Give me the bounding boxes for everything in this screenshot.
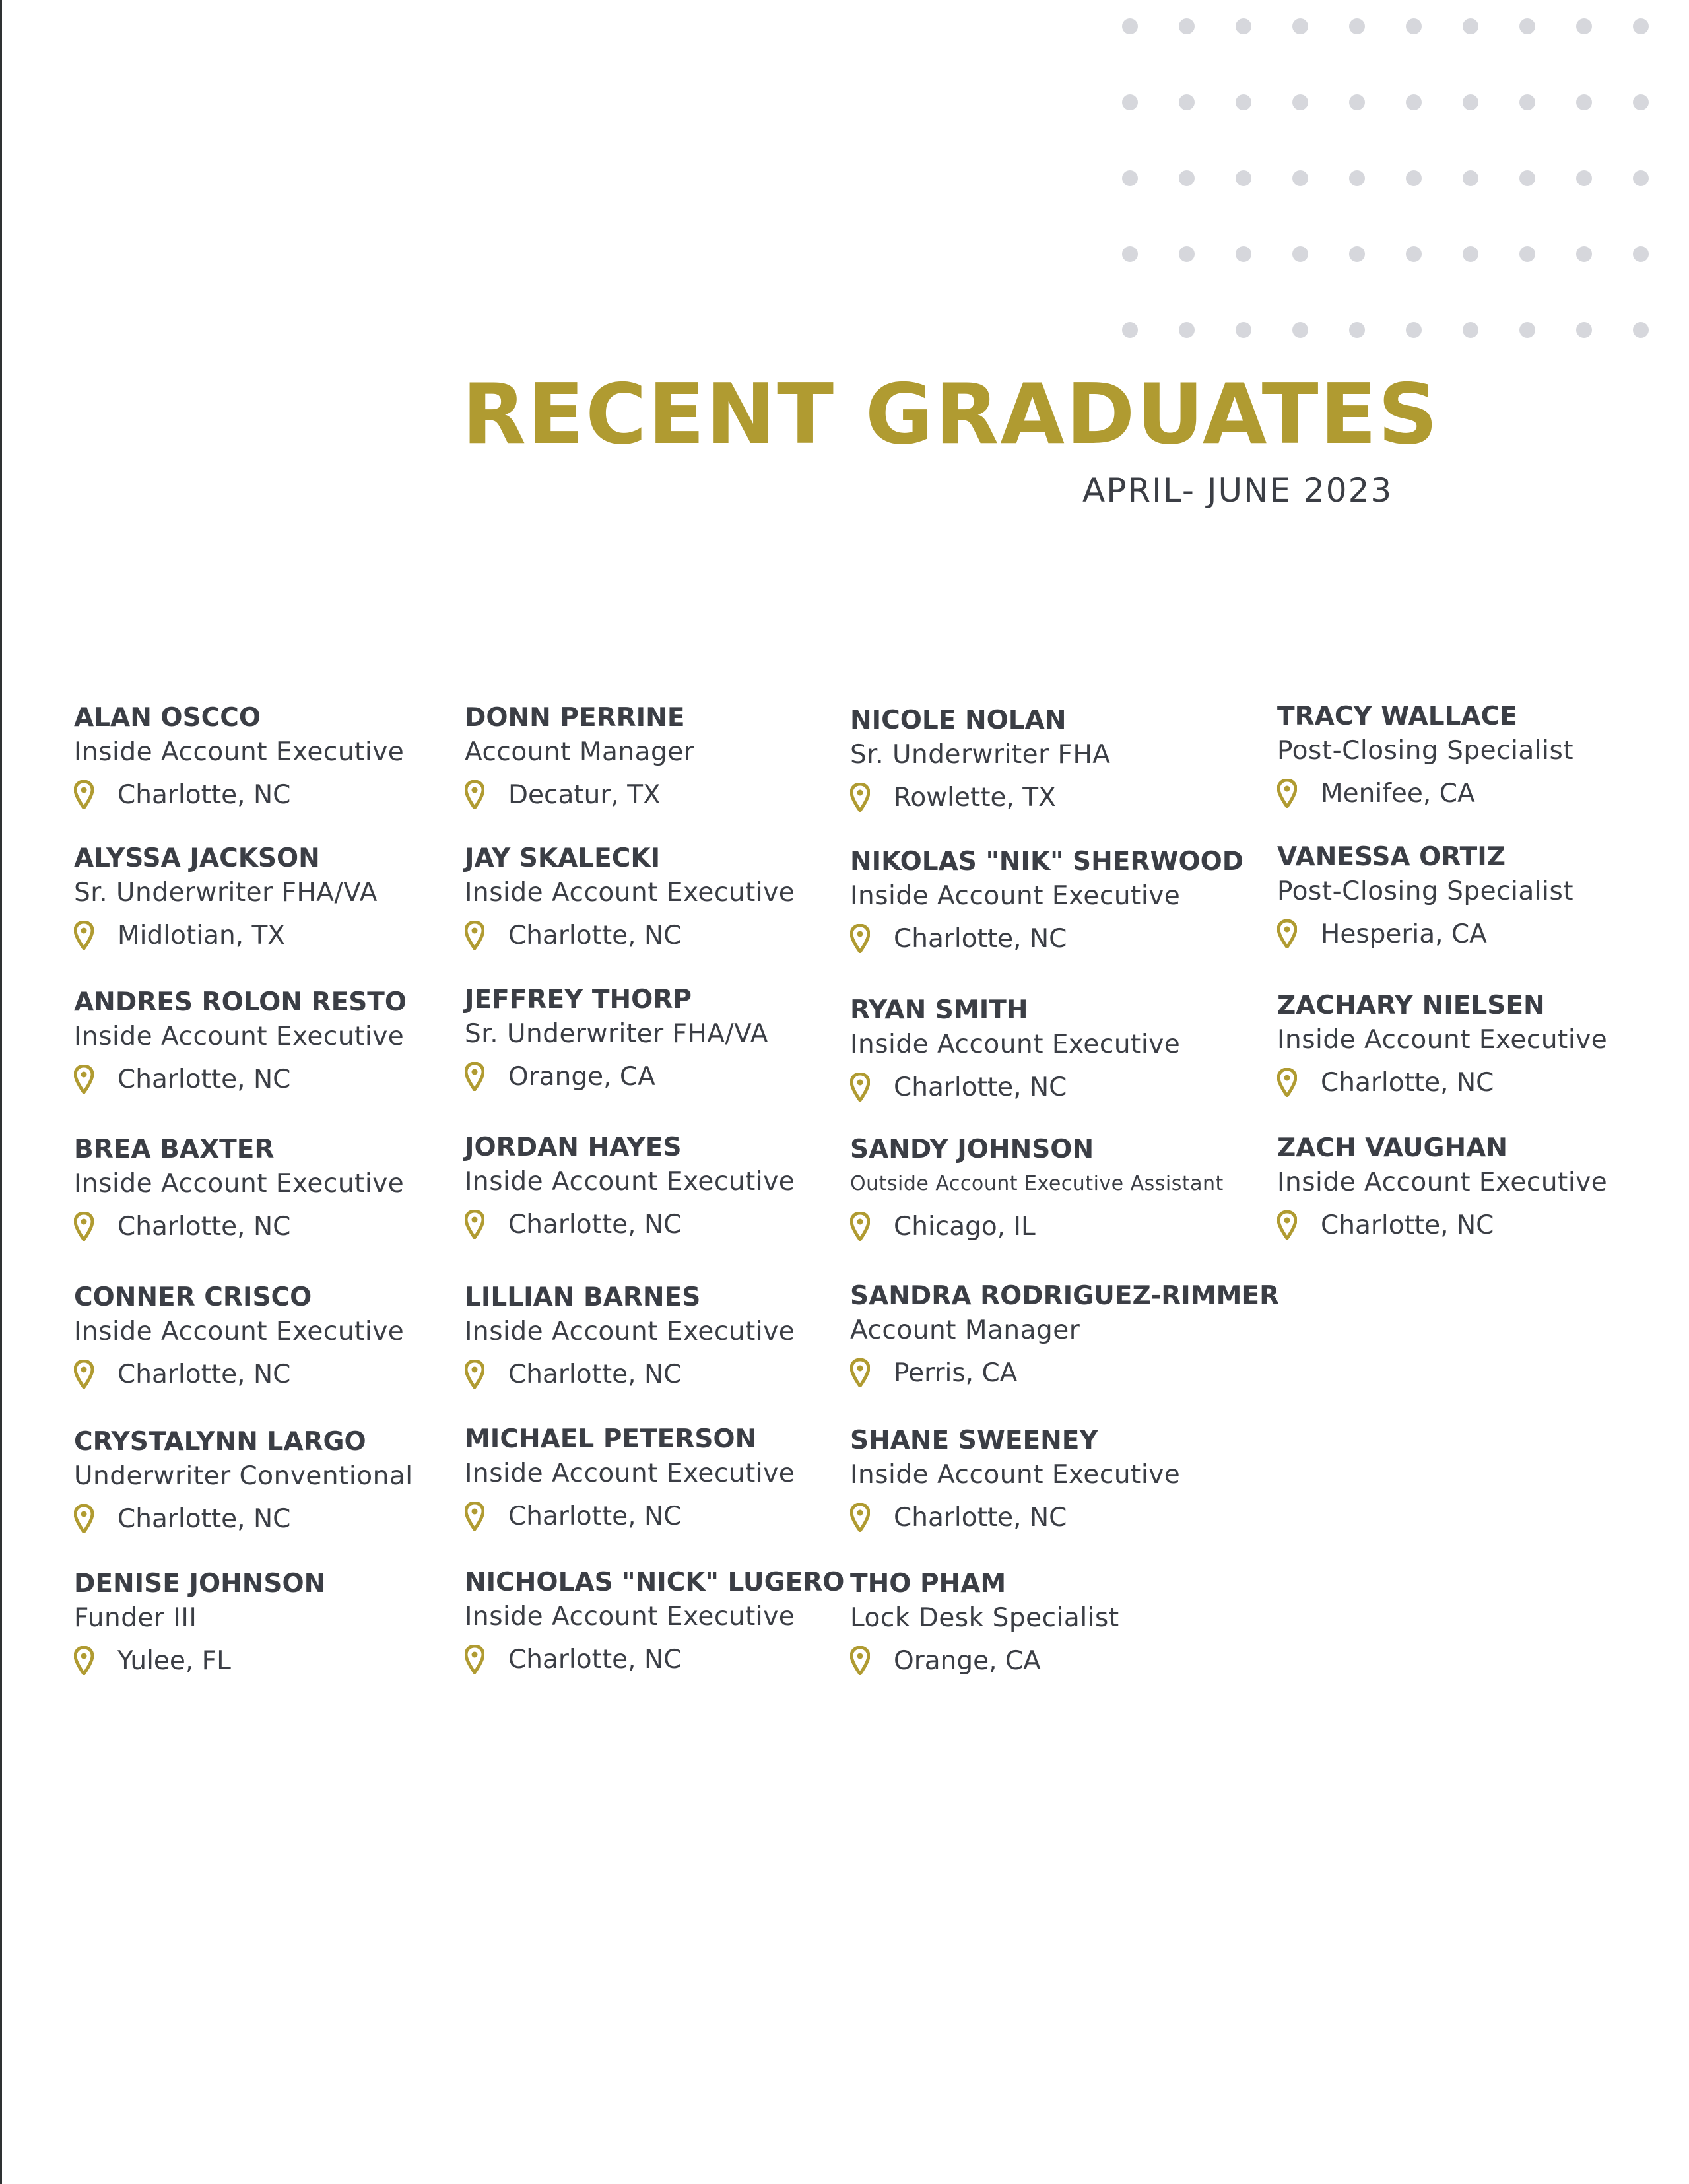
decorative-dot [1463, 18, 1478, 34]
decorative-dot [1349, 170, 1365, 186]
graduate-entry [74, 1425, 483, 1536]
decorative-dot [1349, 18, 1365, 34]
decorative-dot [1179, 170, 1195, 186]
graduate-name: LILLIAN BARNES [465, 1282, 701, 1312]
graduate-entry [465, 1131, 874, 1241]
graduate-location-row [1277, 917, 1686, 951]
graduate-name: NICOLE NOLAN [850, 706, 1067, 735]
map-pin-icon [74, 1360, 94, 1389]
graduate-location-row [74, 1357, 483, 1391]
graduate-role: Account Manager [465, 737, 695, 767]
graduate-location-row [465, 1357, 874, 1391]
decorative-dot [1349, 246, 1365, 262]
graduate-location: Charlotte, NC [508, 1209, 682, 1240]
graduate-role: Sr. Underwriter FHA/VA [465, 1019, 768, 1049]
decorative-dot [1576, 246, 1592, 262]
graduate-location-row [850, 1209, 1259, 1243]
graduate-entry [74, 842, 483, 952]
graduate-name: DONN PERRINE [465, 703, 685, 733]
graduate-name: MICHAEL PETERSON [465, 1424, 757, 1454]
map-pin-icon [1277, 779, 1297, 808]
graduate-role: Lock Desk Specialist [850, 1603, 1119, 1633]
map-pin-icon [465, 921, 484, 950]
graduate-location-row [1277, 776, 1686, 811]
graduate-location: Charlotte, NC [508, 920, 682, 950]
graduate-location-row [74, 1502, 483, 1536]
decorative-dot [1236, 18, 1251, 34]
graduate-location: Orange, CA [508, 1061, 655, 1092]
graduate-location-row [465, 1642, 874, 1676]
decorative-dot [1122, 170, 1138, 186]
graduate-location: Midlotian, TX [117, 920, 286, 950]
graduate-location: Menifee, CA [1321, 778, 1475, 809]
graduate-location-row [74, 1062, 483, 1096]
graduate-entry [465, 983, 874, 1094]
graduate-role: Underwriter Conventional [74, 1461, 413, 1491]
graduate-role: Post-Closing Specialist [1277, 877, 1574, 906]
graduate-location: Hesperia, CA [1321, 919, 1487, 949]
graduate-role: Inside Account Executive [74, 737, 405, 767]
graduate-role: Inside Account Executive [1277, 1025, 1608, 1055]
graduate-location-row [850, 1643, 1259, 1678]
map-pin-icon [74, 1065, 94, 1094]
graduate-entry [850, 1279, 1280, 1390]
graduate-role: Inside Account Executive [465, 1167, 795, 1197]
decorative-dot [1519, 94, 1535, 110]
graduate-name: DENISE JOHNSON [74, 1569, 326, 1599]
graduate-location-row [1277, 1208, 1686, 1242]
graduate-role: Funder III [74, 1603, 197, 1633]
map-pin-icon [850, 1646, 870, 1675]
graduate-name: SHANE SWEENEY [850, 1426, 1098, 1455]
decorative-dot [1406, 246, 1422, 262]
graduate-location: Charlotte, NC [117, 1359, 291, 1389]
map-pin-icon [850, 1073, 870, 1102]
decorative-dot [1406, 322, 1422, 338]
graduate-role: Inside Account Executive [465, 1317, 795, 1346]
graduate-entry [850, 704, 1259, 814]
map-pin-icon [74, 921, 94, 950]
graduate-location: Rowlette, TX [894, 782, 1056, 812]
graduate-name: RYAN SMITH [850, 995, 1028, 1025]
graduate-location-row [74, 1209, 483, 1243]
graduate-role: Outside Account Executive Assistant [850, 1172, 1224, 1195]
graduate-entry [465, 1566, 874, 1676]
graduate-name: JAY SKALECKI [465, 844, 661, 873]
decorative-dot [1292, 18, 1308, 34]
graduate-role: Inside Account Executive [850, 1030, 1181, 1059]
graduate-location: Charlotte, NC [508, 1644, 682, 1674]
graduate-entry [1277, 700, 1686, 811]
graduate-location-row [850, 780, 1259, 814]
graduate-entry [465, 842, 874, 952]
graduate-entry [1277, 989, 1686, 1100]
graduate-entry [74, 1280, 483, 1391]
graduate-name: ZACHARY NIELSEN [1277, 991, 1545, 1020]
graduate-location-row [465, 1499, 874, 1533]
graduate-role: Inside Account Executive [465, 1459, 795, 1488]
decorative-dot [1349, 322, 1365, 338]
graduate-name: CRYSTALYNN LARGO [74, 1427, 366, 1457]
decorative-dot [1236, 246, 1251, 262]
decorative-dot [1122, 322, 1138, 338]
map-pin-icon [74, 1212, 94, 1241]
graduate-entry [850, 845, 1259, 956]
decorative-dot [1236, 322, 1251, 338]
page-subtitle: APRIL- JUNE 2023 [1082, 471, 1393, 510]
map-pin-icon [1277, 1068, 1297, 1097]
decorative-dot-grid [1122, 18, 1650, 348]
graduate-location: Charlotte, NC [1321, 1210, 1494, 1240]
decorative-dot [1576, 170, 1592, 186]
map-pin-icon [1277, 1210, 1297, 1240]
graduate-entry [74, 701, 483, 812]
map-pin-icon [465, 1645, 484, 1674]
decorative-dot [1576, 94, 1592, 110]
graduate-location: Charlotte, NC [1321, 1067, 1494, 1098]
graduate-location: Charlotte, NC [894, 923, 1067, 954]
graduate-location-row [850, 921, 1259, 956]
decorative-dot [1179, 322, 1195, 338]
graduate-location-row [850, 1070, 1259, 1104]
graduate-name: ALYSSA JACKSON [74, 844, 320, 873]
graduate-role: Inside Account Executive [74, 1022, 405, 1051]
decorative-dot [1633, 18, 1649, 34]
graduate-role: Sr. Underwriter FHA/VA [74, 878, 378, 908]
graduate-location: Charlotte, NC [508, 1359, 682, 1389]
decorative-dot [1122, 94, 1138, 110]
decorative-dot [1633, 94, 1649, 110]
graduate-location-row [465, 1207, 874, 1241]
graduate-entry [850, 1567, 1259, 1678]
graduate-location: Yulee, FL [117, 1645, 231, 1676]
graduate-location-row [465, 778, 874, 812]
graduate-entry [1277, 1131, 1686, 1242]
decorative-dot [1292, 94, 1308, 110]
graduate-role: Sr. Underwriter FHA [850, 740, 1111, 770]
graduate-location-row [850, 1500, 1259, 1535]
decorative-dot [1519, 246, 1535, 262]
decorative-dot [1179, 18, 1195, 34]
decorative-dot [1463, 170, 1478, 186]
decorative-dot [1179, 94, 1195, 110]
decorative-dot [1292, 322, 1308, 338]
graduate-location-row [74, 1643, 483, 1678]
graduate-name: JEFFREY THORP [465, 985, 692, 1014]
graduate-name: NICHOLAS "NICK" LUGERO [465, 1568, 845, 1597]
page-left-edge [0, 0, 2, 2184]
graduate-entry [850, 1424, 1259, 1535]
map-pin-icon [74, 780, 94, 809]
graduate-entry [74, 1567, 483, 1678]
graduate-location-row [465, 1059, 874, 1094]
graduate-name: BREA BAXTER [74, 1135, 275, 1164]
graduate-entry [74, 1133, 483, 1243]
graduate-location: Charlotte, NC [894, 1502, 1067, 1533]
graduate-entry [1277, 840, 1686, 951]
map-pin-icon [465, 1210, 484, 1239]
graduate-name: TRACY WALLACE [1277, 702, 1517, 731]
graduate-name: CONNER CRISCO [74, 1282, 312, 1312]
graduate-location: Charlotte, NC [117, 1064, 291, 1094]
graduate-name: ANDRES ROLON RESTO [74, 987, 407, 1017]
graduate-location: Charlotte, NC [117, 1504, 291, 1534]
graduate-location: Orange, CA [894, 1645, 1041, 1676]
decorative-dot [1236, 94, 1251, 110]
decorative-dot [1179, 246, 1195, 262]
graduate-name: SANDY JOHNSON [850, 1135, 1094, 1164]
decorative-dot [1633, 246, 1649, 262]
map-pin-icon [850, 1212, 870, 1241]
decorative-dot [1519, 322, 1535, 338]
decorative-dot [1576, 18, 1592, 34]
graduate-location: Chicago, IL [894, 1211, 1036, 1241]
decorative-dot [1576, 322, 1592, 338]
graduate-name: THO PHAM [850, 1569, 1007, 1599]
graduate-role: Post-Closing Specialist [1277, 736, 1574, 766]
graduate-name: NIKOLAS "NIK" SHERWOOD [850, 847, 1244, 877]
graduate-location-row [74, 778, 483, 812]
map-pin-icon [850, 1503, 870, 1532]
decorative-dot [1406, 18, 1422, 34]
page-title: RECENT GRADUATES [462, 366, 1440, 463]
map-pin-icon [850, 783, 870, 812]
decorative-dot [1122, 246, 1138, 262]
decorative-dot [1292, 170, 1308, 186]
graduate-location: Decatur, TX [508, 779, 661, 810]
graduate-name: ALAN OSCCO [74, 703, 261, 733]
graduate-entry [465, 701, 874, 812]
decorative-dot [1292, 246, 1308, 262]
graduate-role: Inside Account Executive [465, 878, 795, 908]
map-pin-icon [850, 924, 870, 953]
graduate-location: Perris, CA [894, 1358, 1018, 1388]
graduate-entry [465, 1422, 874, 1533]
graduate-entry [850, 1133, 1259, 1243]
graduate-name: JORDAN HAYES [465, 1133, 682, 1162]
graduate-name: ZACH VAUGHAN [1277, 1133, 1507, 1163]
graduate-role: Inside Account Executive [465, 1602, 795, 1632]
decorative-dot [1463, 94, 1478, 110]
decorative-dot [1122, 18, 1138, 34]
decorative-dot [1406, 94, 1422, 110]
map-pin-icon [74, 1646, 94, 1675]
graduate-entry [74, 985, 483, 1096]
decorative-dot [1349, 94, 1365, 110]
decorative-dot [1463, 246, 1478, 262]
decorative-dot [1519, 18, 1535, 34]
graduate-location-row [850, 1356, 1259, 1390]
graduate-location-row [1277, 1065, 1686, 1100]
decorative-dot [1463, 322, 1478, 338]
graduate-location: Charlotte, NC [508, 1501, 682, 1531]
graduate-location-row [74, 918, 483, 952]
graduate-role: Inside Account Executive [74, 1317, 405, 1346]
graduate-role: Account Manager [850, 1315, 1080, 1345]
decorative-dot [1633, 170, 1649, 186]
map-pin-icon [465, 1062, 484, 1091]
graduate-location: Charlotte, NC [894, 1072, 1067, 1102]
graduate-name: SANDRA RODRIGUEZ-RIMMER [850, 1281, 1280, 1311]
map-pin-icon [465, 1502, 484, 1531]
graduate-location: Charlotte, NC [117, 1211, 291, 1241]
graduate-role: Inside Account Executive [1277, 1168, 1608, 1197]
map-pin-icon [465, 1360, 484, 1389]
decorative-dot [1406, 170, 1422, 186]
graduate-entry [465, 1280, 874, 1391]
map-pin-icon [74, 1504, 94, 1533]
map-pin-icon [465, 780, 484, 809]
graduate-name: VANESSA ORTIZ [1277, 842, 1506, 872]
graduate-entry [850, 993, 1259, 1104]
map-pin-icon [1277, 919, 1297, 948]
decorative-dot [1519, 170, 1535, 186]
graduate-role: Inside Account Executive [74, 1169, 405, 1199]
map-pin-icon [850, 1358, 870, 1387]
decorative-dot [1236, 170, 1251, 186]
graduate-role: Inside Account Executive [850, 881, 1181, 911]
graduate-role: Inside Account Executive [850, 1460, 1181, 1490]
graduate-location-row [465, 918, 874, 952]
graduate-location: Charlotte, NC [117, 779, 291, 810]
decorative-dot [1633, 322, 1649, 338]
